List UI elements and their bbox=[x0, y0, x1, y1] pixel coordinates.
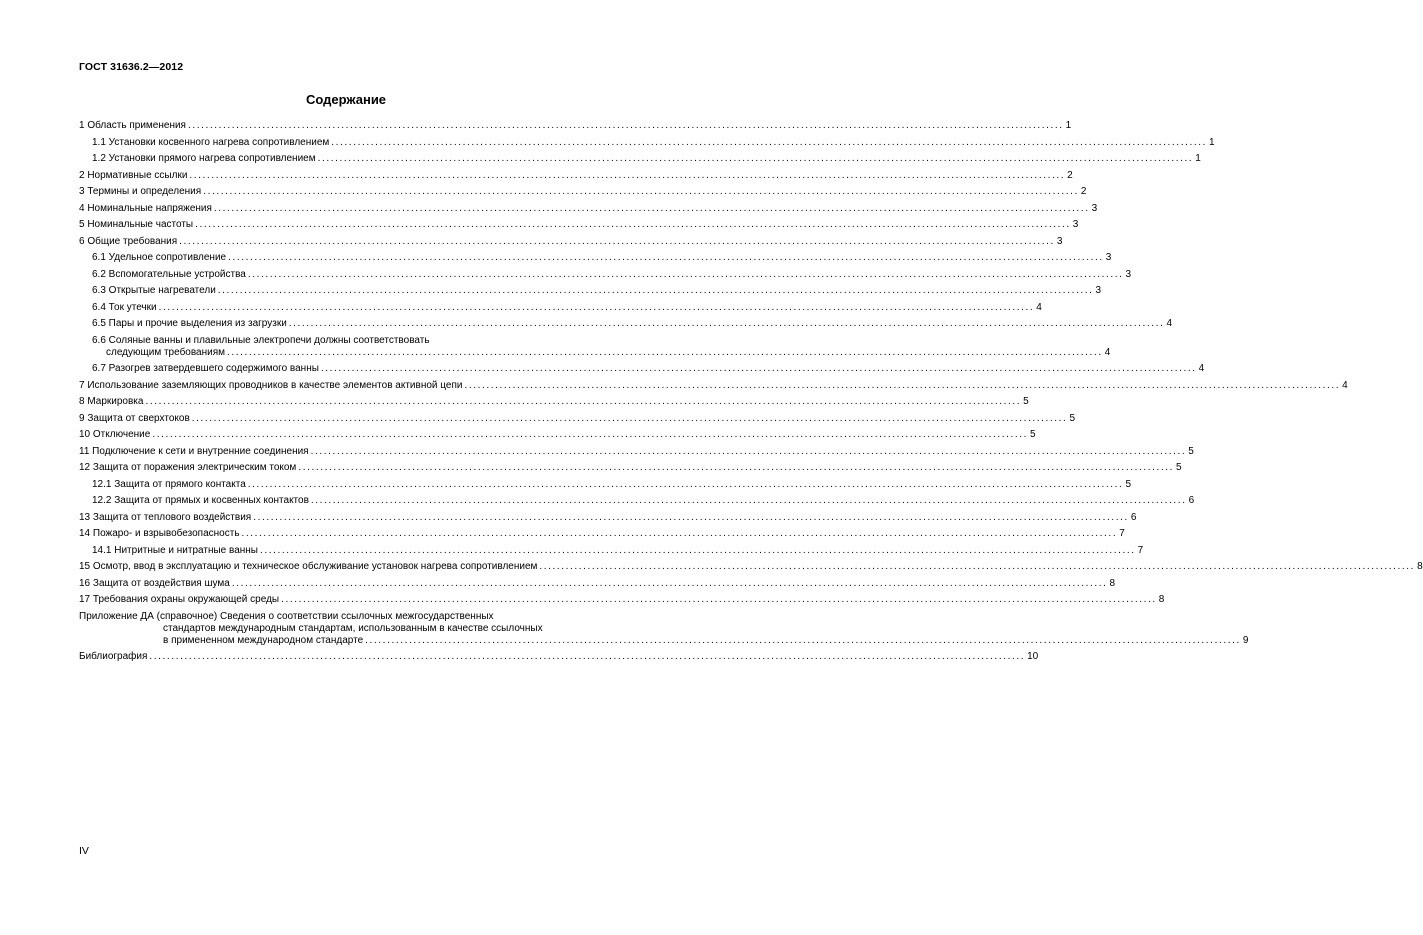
toc-entry[interactable] bbox=[79, 429, 1036, 441]
toc-entry-text: 6.4 Ток утечки bbox=[92, 301, 157, 313]
toc-page-number: 5 bbox=[1175, 462, 1182, 473]
toc-leader: ........................................................................................................................................................................................................ bbox=[149, 651, 1026, 662]
toc-leader: ........................................................................................................................................................................................................ bbox=[365, 634, 1241, 646]
toc-leader: ........................................................................................................................................................................................................ bbox=[331, 136, 1207, 148]
toc-entry[interactable] bbox=[79, 301, 1042, 314]
toc-entry[interactable] bbox=[79, 396, 1029, 408]
toc-entry-text: 1.2 Установки прямого нагрева сопротивлением bbox=[92, 153, 316, 164]
toc-page-number: 3 bbox=[1091, 202, 1098, 214]
toc-entry-text: 9 Защита от сверхтоков bbox=[79, 412, 190, 424]
toc-entry-text: 5 Номинальные частоты bbox=[79, 219, 194, 230]
toc-leader: ........................................................................................................................................................................................................ bbox=[241, 528, 1118, 539]
toc-entry-text: 15 Осмотр, ввод в эксплуатацию и техническое обслуживание установок нагрева сопротивлением bbox=[79, 561, 538, 572]
toc-entry[interactable] bbox=[79, 511, 1137, 524]
toc-leader: ........................................................................................................................................................................................................ bbox=[213, 202, 1090, 214]
toc-entry-text-continued: в примененном международном стандарте bbox=[163, 634, 364, 646]
toc-page-number: 5 bbox=[1125, 478, 1131, 490]
toc-page-number: 3 bbox=[1105, 252, 1112, 263]
toc-page-number: 7 bbox=[1119, 528, 1125, 539]
toc-entry-text: 10 Отключение bbox=[79, 429, 151, 440]
toc-leader: ........................................................................................................................................................................................................ bbox=[228, 252, 1104, 263]
toc-leader: ........................................................................................................................................................................................................ bbox=[288, 318, 1165, 329]
toc-entry[interactable] bbox=[79, 462, 1182, 474]
toc-leader: ........................................................................................................................................................................................................ bbox=[152, 429, 1028, 440]
toc-page-number: 1 bbox=[1195, 153, 1201, 164]
toc-entry-text: 6.2 Вспомогательные устройства bbox=[92, 268, 246, 280]
toc-page-number: 3 bbox=[1056, 235, 1063, 247]
toc-page-number: 6 bbox=[1130, 511, 1137, 523]
toc-leader: ........................................................................................................................................................................................................ bbox=[253, 511, 1129, 523]
toc-leader: ........................................................................................................................................................................................................ bbox=[247, 478, 1124, 490]
toc-page-number: 4 bbox=[1104, 346, 1111, 358]
toc-entry[interactable] bbox=[79, 252, 1112, 264]
toc-page-number: 7 bbox=[1137, 544, 1144, 556]
toc-leader: ........................................................................................................................................................................................................ bbox=[310, 495, 1187, 506]
toc-leader: ........................................................................................................................................................................................................ bbox=[260, 544, 1136, 556]
toc-entry[interactable] bbox=[79, 528, 1125, 540]
toc-leader: ........................................................................................................................................................................................................ bbox=[464, 379, 1341, 391]
toc-leader: ........................................................................................................................................................................................................ bbox=[539, 561, 1416, 572]
toc-entry-text: 12.1 Защита от прямого контакта bbox=[92, 478, 246, 490]
toc-leader: ........................................................................................................................................................................................................ bbox=[320, 363, 1197, 374]
toc-page-number: 4 bbox=[1036, 301, 1042, 313]
standard-designation: ГОСТ 31636.2—2012 bbox=[79, 61, 184, 73]
toc-entry[interactable] bbox=[79, 268, 1132, 281]
toc-leader: ........................................................................................................................................................................................................ bbox=[231, 577, 1108, 589]
toc-entry[interactable] bbox=[79, 495, 1195, 507]
toc-page-number: 10 bbox=[1027, 651, 1039, 662]
toc-leader: ........................................................................................................................................................................................................ bbox=[191, 412, 1068, 424]
toc-entry-text: 6.7 Разогрев затвердевшего содержимого ванны bbox=[92, 363, 319, 374]
toc-entry-text: 8 Маркировка bbox=[79, 396, 144, 407]
toc-page-number: 5 bbox=[1188, 445, 1194, 457]
toc-page-number: 3 bbox=[1072, 219, 1079, 230]
toc-entry-text: 6.6 Соляные ванны и плавильные электропечи должны соответствовать bbox=[92, 334, 430, 346]
toc-page-number: 5 bbox=[1069, 412, 1075, 424]
toc-leader: ........................................................................................................................................................................................................ bbox=[195, 219, 1071, 230]
toc-leader: ........................................................................................................................................................................................................ bbox=[227, 346, 1103, 358]
toc-entry-text: 17 Требования охраны окружающей среды bbox=[79, 594, 280, 605]
toc-entry-text: 2 Нормативные ссылки bbox=[79, 169, 188, 181]
toc-entry-text: 11 Подключение к сети и внутренние соединения bbox=[79, 445, 309, 457]
toc-page-number: 8 bbox=[1417, 561, 1423, 572]
toc-entry[interactable] bbox=[79, 363, 1205, 375]
toc-entry[interactable] bbox=[79, 169, 1073, 182]
toc-entry-text: 3 Термины и определения bbox=[79, 186, 202, 197]
toc-leader: ........................................................................................................................................................................................................ bbox=[179, 235, 1055, 247]
toc-page-number: 6 bbox=[1188, 495, 1195, 506]
toc-entry-text: 14.1 Нитритные и нитратные ванны bbox=[92, 544, 258, 556]
toc-entry[interactable] bbox=[79, 153, 1201, 165]
toc-entry[interactable] bbox=[79, 594, 1165, 606]
toc-entry-text: 6.3 Открытые нагреватели bbox=[92, 285, 216, 296]
toc-leader: ........................................................................................................................................................................................................ bbox=[317, 153, 1194, 164]
toc-leader: ........................................................................................................................................................................................................ bbox=[310, 445, 1187, 457]
toc-entry[interactable] bbox=[79, 478, 1131, 491]
toc-page-number: 9 bbox=[1242, 634, 1249, 646]
toc-entry-text: 7 Использование заземляющих проводников в качестве элементов активной цепи bbox=[79, 379, 463, 391]
toc-entry[interactable] bbox=[79, 544, 1144, 557]
toc-entry-text: 13 Защита от теплового воздействия bbox=[79, 511, 252, 523]
toc-entry[interactable] bbox=[79, 577, 1116, 590]
toc-page-number: 5 bbox=[1029, 429, 1036, 440]
toc-page-number: 8 bbox=[1158, 594, 1165, 605]
toc-entry-text: 14 Пожаро- и взрывобезопасность bbox=[79, 528, 240, 539]
toc-page-number: 1 bbox=[1208, 136, 1215, 148]
toc-page-number: 2 bbox=[1080, 186, 1087, 197]
toc-page-number: 8 bbox=[1109, 577, 1116, 589]
toc-page-number: 2 bbox=[1067, 169, 1073, 181]
toc-page-number: 4 bbox=[1166, 318, 1173, 329]
toc-entry[interactable] bbox=[79, 445, 1194, 458]
toc-leader: ........................................................................................................................................................................................................ bbox=[203, 186, 1079, 197]
toc-page-number: 4 bbox=[1198, 363, 1205, 374]
toc-entry-appendix[interactable] bbox=[79, 610, 1249, 647]
toc-page-number: 3 bbox=[1095, 285, 1102, 296]
toc-entry[interactable] bbox=[79, 379, 1348, 392]
toc-entry[interactable] bbox=[79, 651, 1039, 663]
toc-entry[interactable] bbox=[79, 219, 1079, 231]
toc-entry[interactable] bbox=[79, 318, 1173, 330]
toc-entry[interactable] bbox=[79, 561, 1423, 573]
toc-entry-text: 16 Защита от воздействия шума bbox=[79, 577, 230, 589]
toc-leader: ........................................................................................................................................................................................................ bbox=[145, 396, 1022, 407]
toc-entry-text: Библиография bbox=[79, 651, 148, 662]
toc-leader: ........................................................................................................................................................................................................ bbox=[217, 285, 1094, 296]
toc-page-number: 1 bbox=[1065, 120, 1072, 131]
toc-entry[interactable] bbox=[79, 186, 1087, 198]
toc-leader: ........................................................................................................................................................................................................ bbox=[189, 169, 1066, 181]
toc-leader: ........................................................................................................................................................................................................ bbox=[281, 594, 1157, 605]
toc-leader: ........................................................................................................................................................................................................ bbox=[298, 462, 1174, 473]
toc-entry[interactable] bbox=[79, 285, 1102, 297]
toc-entry[interactable] bbox=[79, 120, 1072, 132]
toc-entry-text: 12 Защита от поражения электрическим током bbox=[79, 462, 297, 473]
toc-leader: ........................................................................................................................................................................................................ bbox=[247, 268, 1124, 280]
page-title: Содержание bbox=[305, 92, 387, 107]
toc-entry-text: 12.2 Защита от прямых и косвенных контактов bbox=[92, 495, 309, 506]
toc-entry[interactable] bbox=[79, 235, 1063, 248]
toc-entry-6-6[interactable] bbox=[79, 334, 1111, 359]
toc-entry-text: 4 Номинальные напряжения bbox=[79, 202, 212, 214]
toc-entry-text-continued: стандартов международным стандартам, использованным в качестве ссылочных bbox=[163, 622, 543, 634]
toc-entry-text: 6.5 Пары и прочие выделения из загрузки bbox=[92, 318, 287, 329]
toc-entry-text: Приложение ДА (справочное) Сведения о соответствии ссылочных межгосударственных bbox=[79, 610, 494, 622]
table-of-contents bbox=[79, 120, 1423, 668]
toc-page-number: 4 bbox=[1342, 379, 1348, 391]
toc-page-number: 5 bbox=[1023, 396, 1029, 407]
toc-entry[interactable] bbox=[79, 412, 1075, 425]
toc-entry-text: 6.1 Удельное сопротивление bbox=[92, 252, 227, 263]
toc-page-number: 3 bbox=[1125, 268, 1132, 280]
toc-leader: ........................................................................................................................................................................................................ bbox=[187, 120, 1064, 131]
toc-entry[interactable] bbox=[79, 136, 1215, 149]
toc-entry-text: 1.1 Установки косвенного нагрева сопротивлением bbox=[92, 136, 330, 148]
toc-leader: ........................................................................................................................................................................................................ bbox=[158, 301, 1035, 313]
toc-entry-text: 1 Область применения bbox=[79, 120, 186, 131]
page-folio: IV bbox=[79, 845, 89, 857]
toc-entry-text-continued: следующим требованиям bbox=[106, 346, 226, 358]
toc-entry[interactable] bbox=[79, 202, 1098, 215]
toc-entry-text: 6 Общие требования bbox=[79, 235, 178, 247]
